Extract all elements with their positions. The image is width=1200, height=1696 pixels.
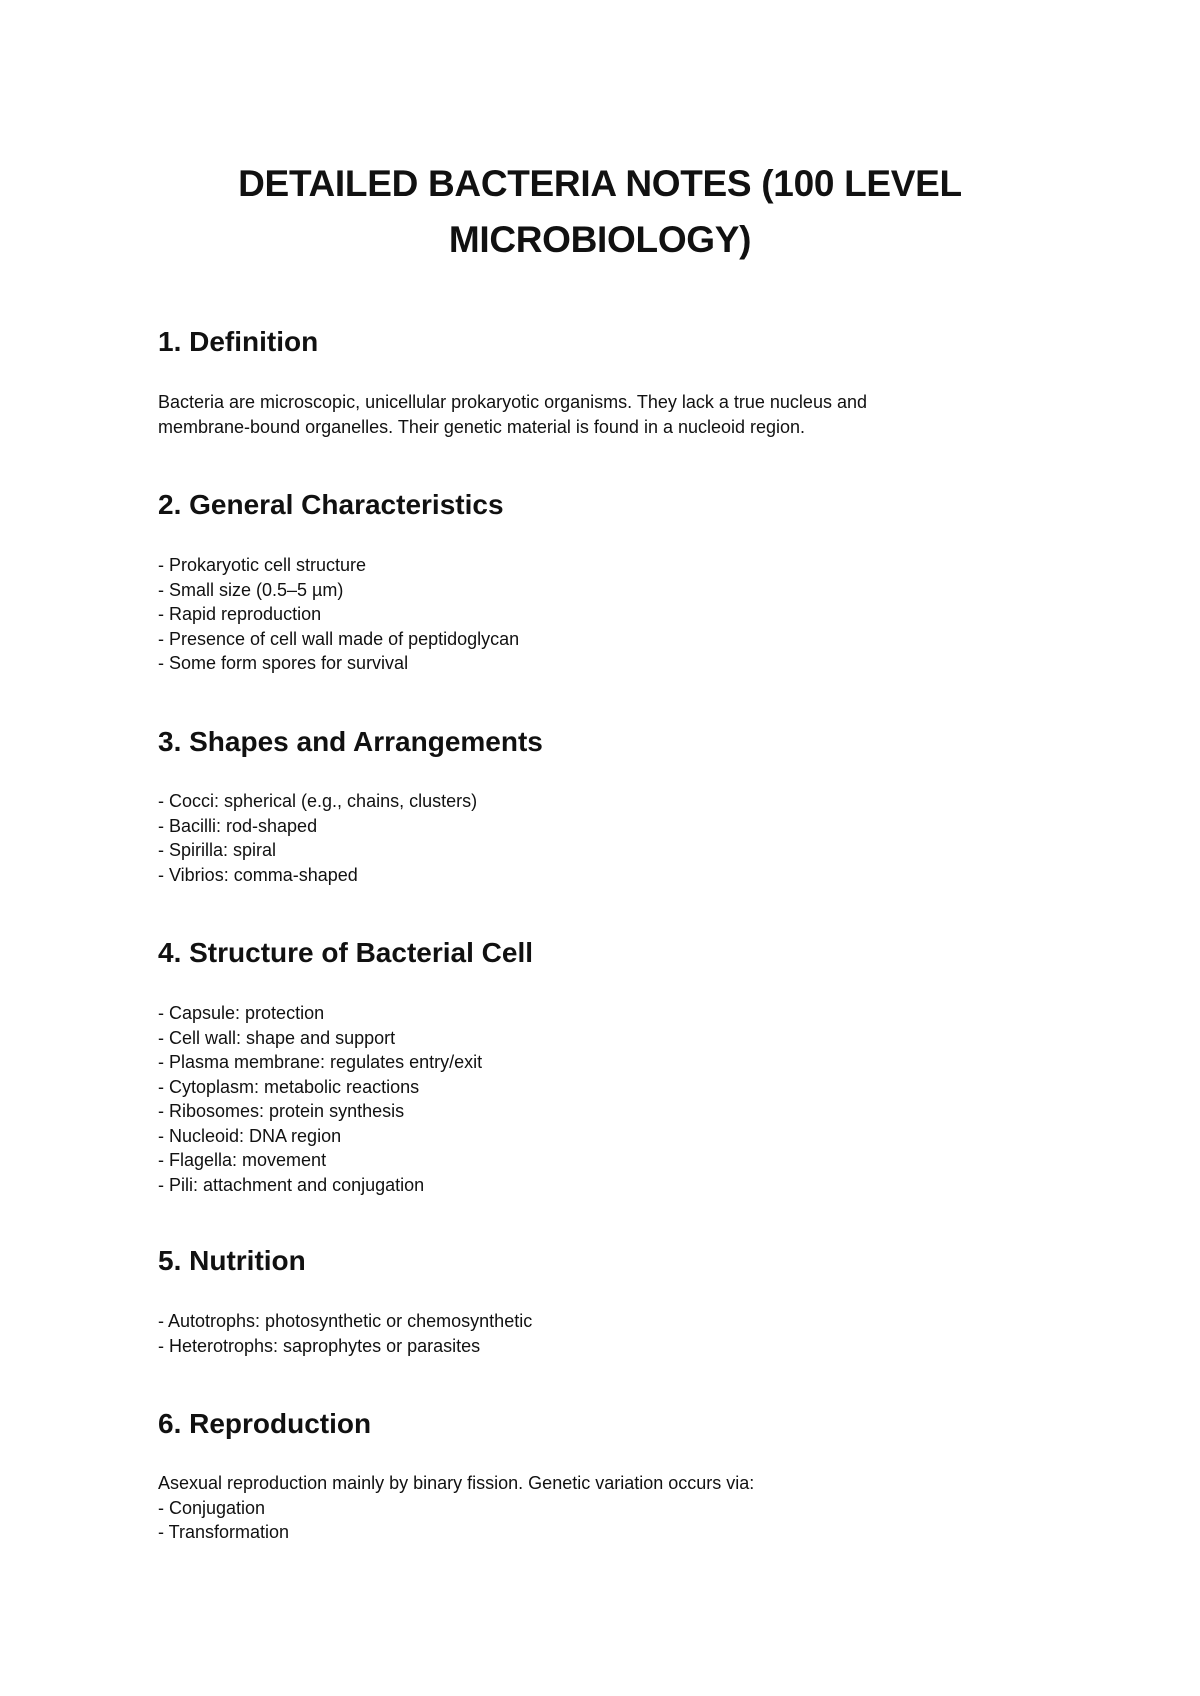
list-item: - Rapid reproduction [158,604,322,624]
paragraph-line: Asexual reproduction mainly by binary fission. Genetic variation occurs via: [158,1473,755,1493]
list-item: - Spirilla: spiral [158,840,277,860]
list-item: - Vibrios: comma-shaped [158,864,358,885]
section-heading-nutrition: 5. Nutrition [158,1245,306,1276]
section-heading-general-characteristics: 2. General Characteristics [158,489,504,520]
section-heading-reproduction: 6. Reproduction [158,1408,372,1439]
list-item: - Autotrophs: photosynthetic or chemosynthetic [158,1311,533,1331]
list-item: - Cell wall: shape and support [158,1027,396,1048]
section-body-definition [158,390,867,439]
list-item: - Small size (0.5–5 µm) [158,579,344,600]
section-body-general-characteristics [158,553,519,676]
list-item: - Plasma membrane: regulates entry/exit [158,1052,483,1072]
section-body-reproduction [158,1471,754,1545]
section-body-nutrition [158,1309,532,1358]
list-item: - Cytoplasm: metabolic reactions [158,1076,420,1097]
document-title: DETAILED BACTERIA NOTES (100 LEVEL MICROBIOLOGY) [238,163,962,260]
section-body-shapes-and-arrangements [158,789,477,887]
section-heading-structure-of-bacterial-cell: 4. Structure of Bacterial Cell [158,937,534,968]
paragraph-line: membrane-bound organelles. Their genetic material is found in a nucleoid region. [158,416,806,437]
list-item: - Pili: attachment and conjugation [158,1174,425,1195]
list-item: - Bacilli: rod-shaped [158,815,318,836]
paragraph-line: Bacteria are microscopic, unicellular prokaryotic organisms. They lack a true nucleus and [158,392,867,412]
list-item: - Conjugation [158,1497,266,1518]
list-item: - Nucleoid: DNA region [158,1125,342,1146]
list-item: - Presence of cell wall made of peptidoglycan [158,628,520,649]
list-item: - Cocci: spherical (e.g., chains, clusters) [158,791,478,811]
list-item: - Flagella: movement [158,1150,327,1170]
section-heading-definition: 1. Definition [158,326,319,357]
section-body-structure-of-bacterial-cell [158,1001,482,1197]
list-item: - Capsule: protection [158,1003,325,1023]
list-item: - Ribosomes: protein synthesis [158,1101,405,1121]
list-item: - Prokaryotic cell structure [158,555,367,575]
list-item: - Heterotrophs: saprophytes or parasites [158,1335,481,1356]
list-item: - Transformation [158,1522,290,1542]
list-item: - Some form spores for survival [158,653,409,673]
section-heading-shapes-and-arrangements: 3. Shapes and Arrangements [158,726,543,757]
